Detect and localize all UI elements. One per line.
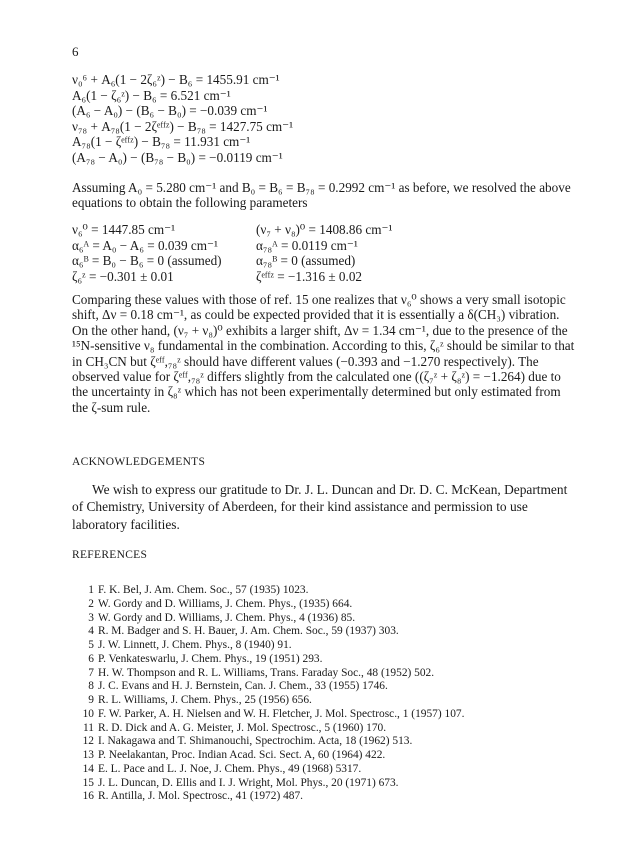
references-heading: REFERENCES <box>72 549 148 561</box>
reference-number: 7 <box>88 666 94 679</box>
parameter-right: ζᵉᶠᶠᶻ = −1.316 ± 0.02 <box>256 268 363 284</box>
acknowledgements-heading: ACKNOWLEDGEMENTS <box>72 456 206 468</box>
equation: (A₆ − A₀) − (B₆ − B₀) = −0.039 cm⁻¹ <box>72 103 268 119</box>
reference-number: 11 <box>83 721 94 734</box>
reference-number: 13 <box>82 749 94 761</box>
reference-item <box>80 598 580 612</box>
assuming-paragraph: Assuming A₀ = 5.280 cm⁻¹ and B₀ = B₆ = B₇₈ = 0.2992 cm⁻¹ as before, we resolved the above equations to obtain the following parameters <box>72 180 571 211</box>
parameter-left: ν₆⁰ = 1447.85 cm⁻¹ <box>72 222 176 237</box>
reference-item <box>80 790 580 804</box>
reference-number: 2 <box>88 597 94 610</box>
acknowledgements-paragraph <box>72 481 572 533</box>
reference-item <box>80 639 580 653</box>
reference-item <box>80 680 580 694</box>
parameter-left: α₆ᴮ = B₀ − B₆ = 0 (assumed) <box>72 253 222 269</box>
reference-number: 5 <box>88 639 94 651</box>
reference-list <box>80 584 580 804</box>
reference-text: J. L. Duncan, D. Ellis and I. J. Wright, Mol. Phys., 20 (1971) 673. <box>98 776 399 789</box>
reference-text: P. Venkateswarlu, J. Chem. Phys., 19 (1951) 293. <box>98 652 323 665</box>
reference-number: 3 <box>88 611 94 624</box>
reference-item <box>80 777 580 791</box>
reference-number: 8 <box>88 680 94 693</box>
acknowledgements-text: We wish to express our gratitude to Dr. J. L. Duncan and Dr. D. C. McKean, Department of Chemistry, University of Aberdeen, for their kind assistance and permission to use laboratory facilities. <box>72 482 568 532</box>
reference-text: J. W. Linnett, J. Chem. Phys., 8 (1940) 91. <box>98 639 292 651</box>
equation: A₇₈(1 − ζᵉᶠᶠᶻ) − B₇₈ = 11.931 cm⁻¹ <box>72 134 251 150</box>
equation: A₆(1 − ζ₆ᶻ) − B₆ = 6.521 cm⁻¹ <box>72 87 231 103</box>
reference-text: W. Gordy and D. Williams, J. Chem. Phys., (1935) 664. <box>98 597 353 610</box>
comparison-paragraph: Comparing these values with those of ref. 15 one realizes that ν₆⁰ shows a very small isotopic shift, Δν = 0.18 cm⁻¹, as could be expected provided that it is essentially a δ(CH₃) vibration. On the other hand, (ν₇ + ν₈)⁰ exhibits a larger shift, Δν = 1.34 cm⁻¹, due to the presence of the ¹⁵N-sensitive ν₈ fundamental in the combination. According to this, ζ₆ᶻ should be similar to that in CH₃CN but ζᵉᶠᶠ,₇₈ᶻ should have different values (−0.393 and −1.270 respectively). The observed value for ζᵉᶠᶠ,₇₈ᶻ differs slightly from the calculated one ((ζ₇ᶻ + ζ₈ᶻ) = −1.264) due to the uncertainty in ζ₈ᶻ which has not been experimentally determined but only estimated from the ζ-sum rule. <box>72 292 575 415</box>
reference-item <box>80 653 580 667</box>
reference-number: 9 <box>88 694 94 706</box>
reference-text: R. L. Williams, J. Chem. Phys., 25 (1956) 656. <box>98 694 312 706</box>
reference-text: H. W. Thompson and R. L. Williams, Trans. Faraday Soc., 48 (1952) 502. <box>98 666 435 679</box>
parameter-left: ζ₆ᶻ = −0.301 ± 0.01 <box>72 268 174 284</box>
reference-text: W. Gordy and D. Williams, J. Chem. Phys., 4 (1936) 85. <box>98 611 356 624</box>
reference-text: F. K. Bel, J. Am. Chem. Soc., 57 (1935) 1023. <box>98 584 309 596</box>
reference-number: 12 <box>82 735 94 748</box>
equation: (A₇₈ − A₀) − (B₇₈ − B₀) = −0.0119 cm⁻¹ <box>72 149 283 165</box>
parameter-left: α₆ᴬ = A₀ − A₆ = 0.039 cm⁻¹ <box>72 237 218 253</box>
parameter-row <box>72 269 492 285</box>
reference-item <box>80 625 580 639</box>
reference-number: 6 <box>88 652 94 665</box>
reference-text: J. C. Evans and H. J. Bernstein, Can. J. Chem., 33 (1955) 1746. <box>98 680 388 693</box>
reference-number: 4 <box>88 625 94 638</box>
reference-item <box>80 735 580 749</box>
equation: ν₇₈ + A₇₈(1 − 2ζᵉᶠᶠᶻ) − B₇₈ = 1427.75 cm⁻¹ <box>72 118 294 134</box>
reference-item <box>80 584 580 598</box>
reference-number: 10 <box>82 707 94 720</box>
parameter-row <box>72 222 492 238</box>
reference-item <box>80 708 580 722</box>
reference-number: 15 <box>82 776 94 789</box>
parameter-table <box>72 222 492 284</box>
reference-text: R. Antilla, J. Mol. Spectrosc., 41 (1972) 487. <box>98 790 304 803</box>
parameter-right: (ν₇ + ν₈)⁰ = 1408.86 cm⁻¹ <box>256 222 393 237</box>
parameter-row <box>72 253 492 269</box>
reference-number: 16 <box>82 790 94 803</box>
reference-text: I. Nakagawa and T. Shimanouchi, Spectrochim. Acta, 18 (1962) 513. <box>98 735 413 748</box>
reference-item <box>80 612 580 626</box>
parameter-row <box>72 238 492 254</box>
parameter-right: α₇₈ᴮ = 0 (assumed) <box>256 253 356 269</box>
reference-item <box>80 749 580 763</box>
reference-number: 1 <box>88 584 94 596</box>
reference-text: R. M. Badger and S. H. Bauer, J. Am. Chem. Soc., 59 (1937) 303. <box>98 625 399 638</box>
equation: ν₀⁶ + A₆(1 − 2ζ₆ᶻ) − B₆ = 1455.91 cm⁻¹ <box>72 72 280 87</box>
parameter-right: α₇₈ᴬ = 0.0119 cm⁻¹ <box>256 237 358 253</box>
reference-item <box>80 722 580 736</box>
reference-item <box>80 667 580 681</box>
reference-text: P. Neelakantan, Proc. Indian Acad. Sci. Sect. A, 60 (1964) 422. <box>98 749 386 761</box>
reference-number: 14 <box>82 762 94 775</box>
equation-block <box>72 72 293 166</box>
reference-text: R. D. Dick and A. G. Meister, J. Mol. Spectrosc., 5 (1960) 170. <box>98 721 387 734</box>
reference-text: F. W. Parker, A. H. Nielsen and W. H. Fletcher, J. Mol. Spectrosc., 1 (1957) 107. <box>98 707 465 720</box>
reference-text: E. L. Pace and L. J. Noe, J. Chem. Phys., 49 (1968) 5317. <box>98 762 362 775</box>
reference-item <box>80 763 580 777</box>
reference-item <box>80 694 580 708</box>
page-number: 6 <box>72 44 79 59</box>
